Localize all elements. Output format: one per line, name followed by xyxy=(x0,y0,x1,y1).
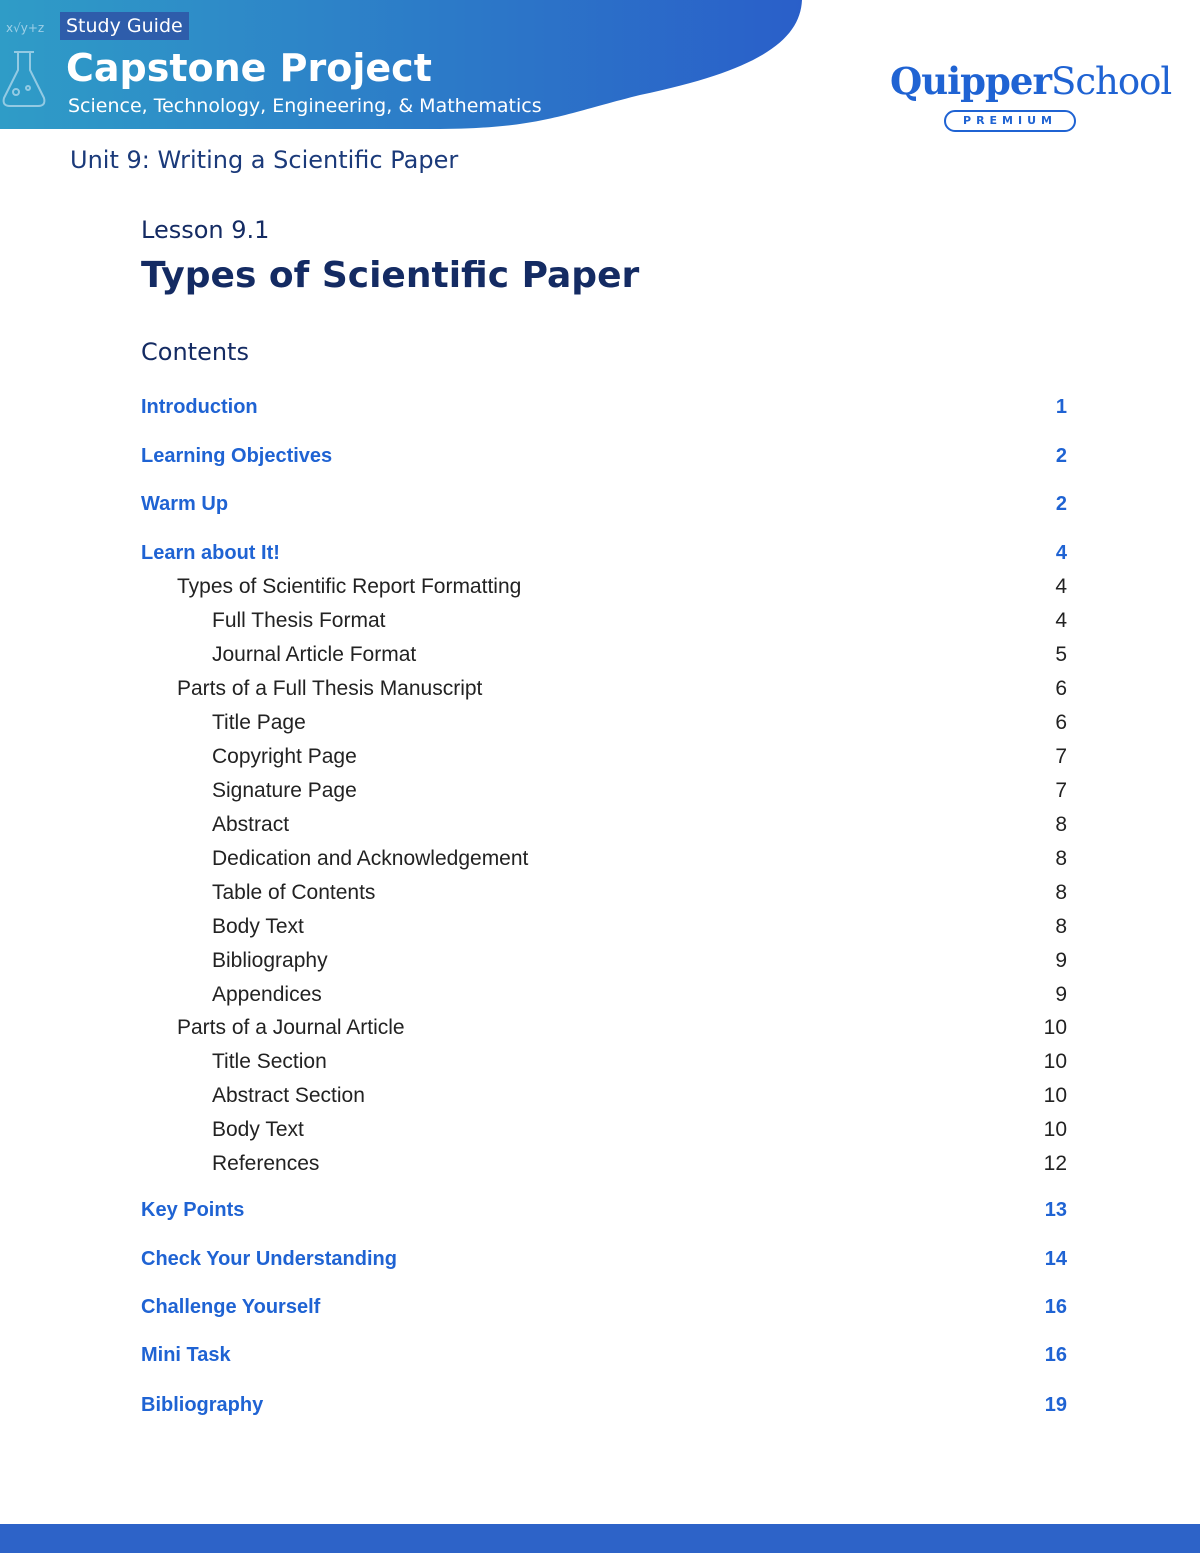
toc-entry-page: 8 xyxy=(1055,813,1067,836)
unit-title: Unit 9: Writing a Scientific Paper xyxy=(70,146,459,174)
toc-entry-page: 13 xyxy=(1044,1198,1067,1221)
toc-entry-label: Body Text xyxy=(212,915,304,938)
toc-entry-page: 16 xyxy=(1044,1343,1067,1366)
toc-entry[interactable] xyxy=(141,912,1067,942)
toc-entry[interactable] xyxy=(141,489,1067,519)
toc-entry-page: 2 xyxy=(1055,492,1067,515)
toc-entry-page: 9 xyxy=(1055,983,1067,1006)
toc-entry[interactable] xyxy=(141,572,1067,602)
toc-entry[interactable] xyxy=(141,1013,1067,1043)
toc-entry-page: 10 xyxy=(1043,1050,1067,1073)
toc-entry[interactable] xyxy=(141,1340,1067,1370)
toc-entry-page: 5 xyxy=(1055,643,1067,666)
toc-entry-label: Abstract Section xyxy=(212,1084,365,1107)
toc-entry-label: Appendices xyxy=(212,983,322,1006)
toc-entry[interactable] xyxy=(141,708,1067,738)
lesson-title: Types of Scientific Paper xyxy=(141,255,640,296)
flask-icon xyxy=(0,21,60,120)
toc-entry[interactable] xyxy=(141,1149,1067,1179)
toc-entry-page: 6 xyxy=(1055,711,1067,734)
toc-entry-label: Parts of a Journal Article xyxy=(177,1016,405,1039)
toc-entry-label: Full Thesis Format xyxy=(212,609,386,632)
toc-entry[interactable] xyxy=(141,878,1067,908)
quipper-school-logo xyxy=(890,58,1172,138)
toc-entry-label: Body Text xyxy=(212,1118,304,1141)
toc-entry-label: Title Section xyxy=(212,1050,327,1073)
toc-entry-page: 8 xyxy=(1055,915,1067,938)
toc-entry-page: 4 xyxy=(1055,609,1067,632)
logo-premium-tag: PREMIUM xyxy=(944,110,1076,132)
toc-entry[interactable] xyxy=(141,1081,1067,1111)
course-title: Capstone Project xyxy=(66,46,432,90)
contents-heading: Contents xyxy=(141,338,249,366)
toc-entry[interactable] xyxy=(141,1047,1067,1077)
toc-entry-label: Parts of a Full Thesis Manuscript xyxy=(177,677,483,700)
toc-entry-label: Learn about It! xyxy=(141,541,280,564)
toc-entry-page: 14 xyxy=(1044,1247,1067,1270)
toc-entry-label: References xyxy=(212,1152,320,1175)
toc-entry-label: Copyright Page xyxy=(212,745,357,768)
toc-entry[interactable] xyxy=(141,640,1067,670)
toc-entry-page: 10 xyxy=(1043,1084,1067,1107)
toc-entry-page: 1 xyxy=(1055,395,1067,418)
toc-entry-label: Title Page xyxy=(212,711,306,734)
toc-entry-label: Introduction xyxy=(141,395,258,418)
toc-entry-label: Mini Task xyxy=(141,1343,231,1366)
toc-entry-page: 6 xyxy=(1055,677,1067,700)
toc-entry[interactable] xyxy=(141,1244,1067,1274)
logo-quipper-text: Quipper xyxy=(890,59,1051,103)
toc-entry-label: Table of Contents xyxy=(212,881,376,904)
toc-entry-label: Types of Scientific Report Formatting xyxy=(177,575,522,598)
toc-entry[interactable] xyxy=(141,810,1067,840)
toc-entry-label: Abstract xyxy=(212,813,290,836)
toc-entry-page: 4 xyxy=(1055,541,1067,564)
toc-entry-page: 16 xyxy=(1044,1295,1067,1318)
toc-entry-label: Key Points xyxy=(141,1198,245,1221)
toc-entry-page: 12 xyxy=(1043,1152,1067,1175)
toc-entry[interactable] xyxy=(141,392,1067,422)
toc-entry-page: 7 xyxy=(1055,745,1067,768)
toc-entry[interactable] xyxy=(141,1390,1067,1420)
toc-entry[interactable] xyxy=(141,674,1067,704)
toc-entry-page: 7 xyxy=(1055,779,1067,802)
toc-entry-label: Journal Article Format xyxy=(212,643,417,666)
toc-entry-page: 19 xyxy=(1044,1393,1067,1416)
toc-entry-page: 2 xyxy=(1055,444,1067,467)
toc-entry-page: 9 xyxy=(1055,949,1067,972)
toc-entry[interactable] xyxy=(141,1195,1067,1225)
lesson-number: Lesson 9.1 xyxy=(141,216,270,244)
toc-entry-label: Bibliography xyxy=(212,949,328,972)
logo-school-text: School xyxy=(1050,60,1172,103)
svg-text:x√y+z: x√y+z xyxy=(6,21,45,35)
toc-entry[interactable] xyxy=(141,606,1067,636)
toc-entry[interactable] xyxy=(141,980,1067,1010)
toc-entry[interactable] xyxy=(141,1115,1067,1145)
toc-entry-label: Warm Up xyxy=(141,492,229,515)
toc-entry[interactable] xyxy=(141,844,1067,874)
toc-entry-page: 8 xyxy=(1055,847,1067,870)
toc-entry[interactable] xyxy=(141,441,1067,471)
toc-entry-label: Bibliography xyxy=(141,1393,264,1416)
toc-entry-label: Check Your Understanding xyxy=(141,1247,397,1270)
toc-entry-page: 10 xyxy=(1043,1016,1067,1039)
toc-entry-page: 8 xyxy=(1055,881,1067,904)
toc-entry-label: Signature Page xyxy=(212,779,357,802)
toc-entry[interactable] xyxy=(141,776,1067,806)
toc-entry-page: 10 xyxy=(1043,1118,1067,1141)
toc-entry[interactable] xyxy=(141,1292,1067,1322)
toc-entry-label: Learning Objectives xyxy=(141,444,333,467)
toc-entry-page: 4 xyxy=(1055,575,1067,598)
study-guide-badge: Study Guide xyxy=(60,12,189,40)
toc-entry[interactable] xyxy=(141,946,1067,976)
course-subtitle: Science, Technology, Engineering, & Mathematics xyxy=(68,95,542,117)
toc-entry-label: Challenge Yourself xyxy=(141,1295,321,1318)
toc-entry-label: Dedication and Acknowledgement xyxy=(212,847,529,870)
footer-bar xyxy=(0,1524,1200,1553)
toc-entry[interactable] xyxy=(141,538,1067,568)
toc-entry[interactable] xyxy=(141,742,1067,772)
